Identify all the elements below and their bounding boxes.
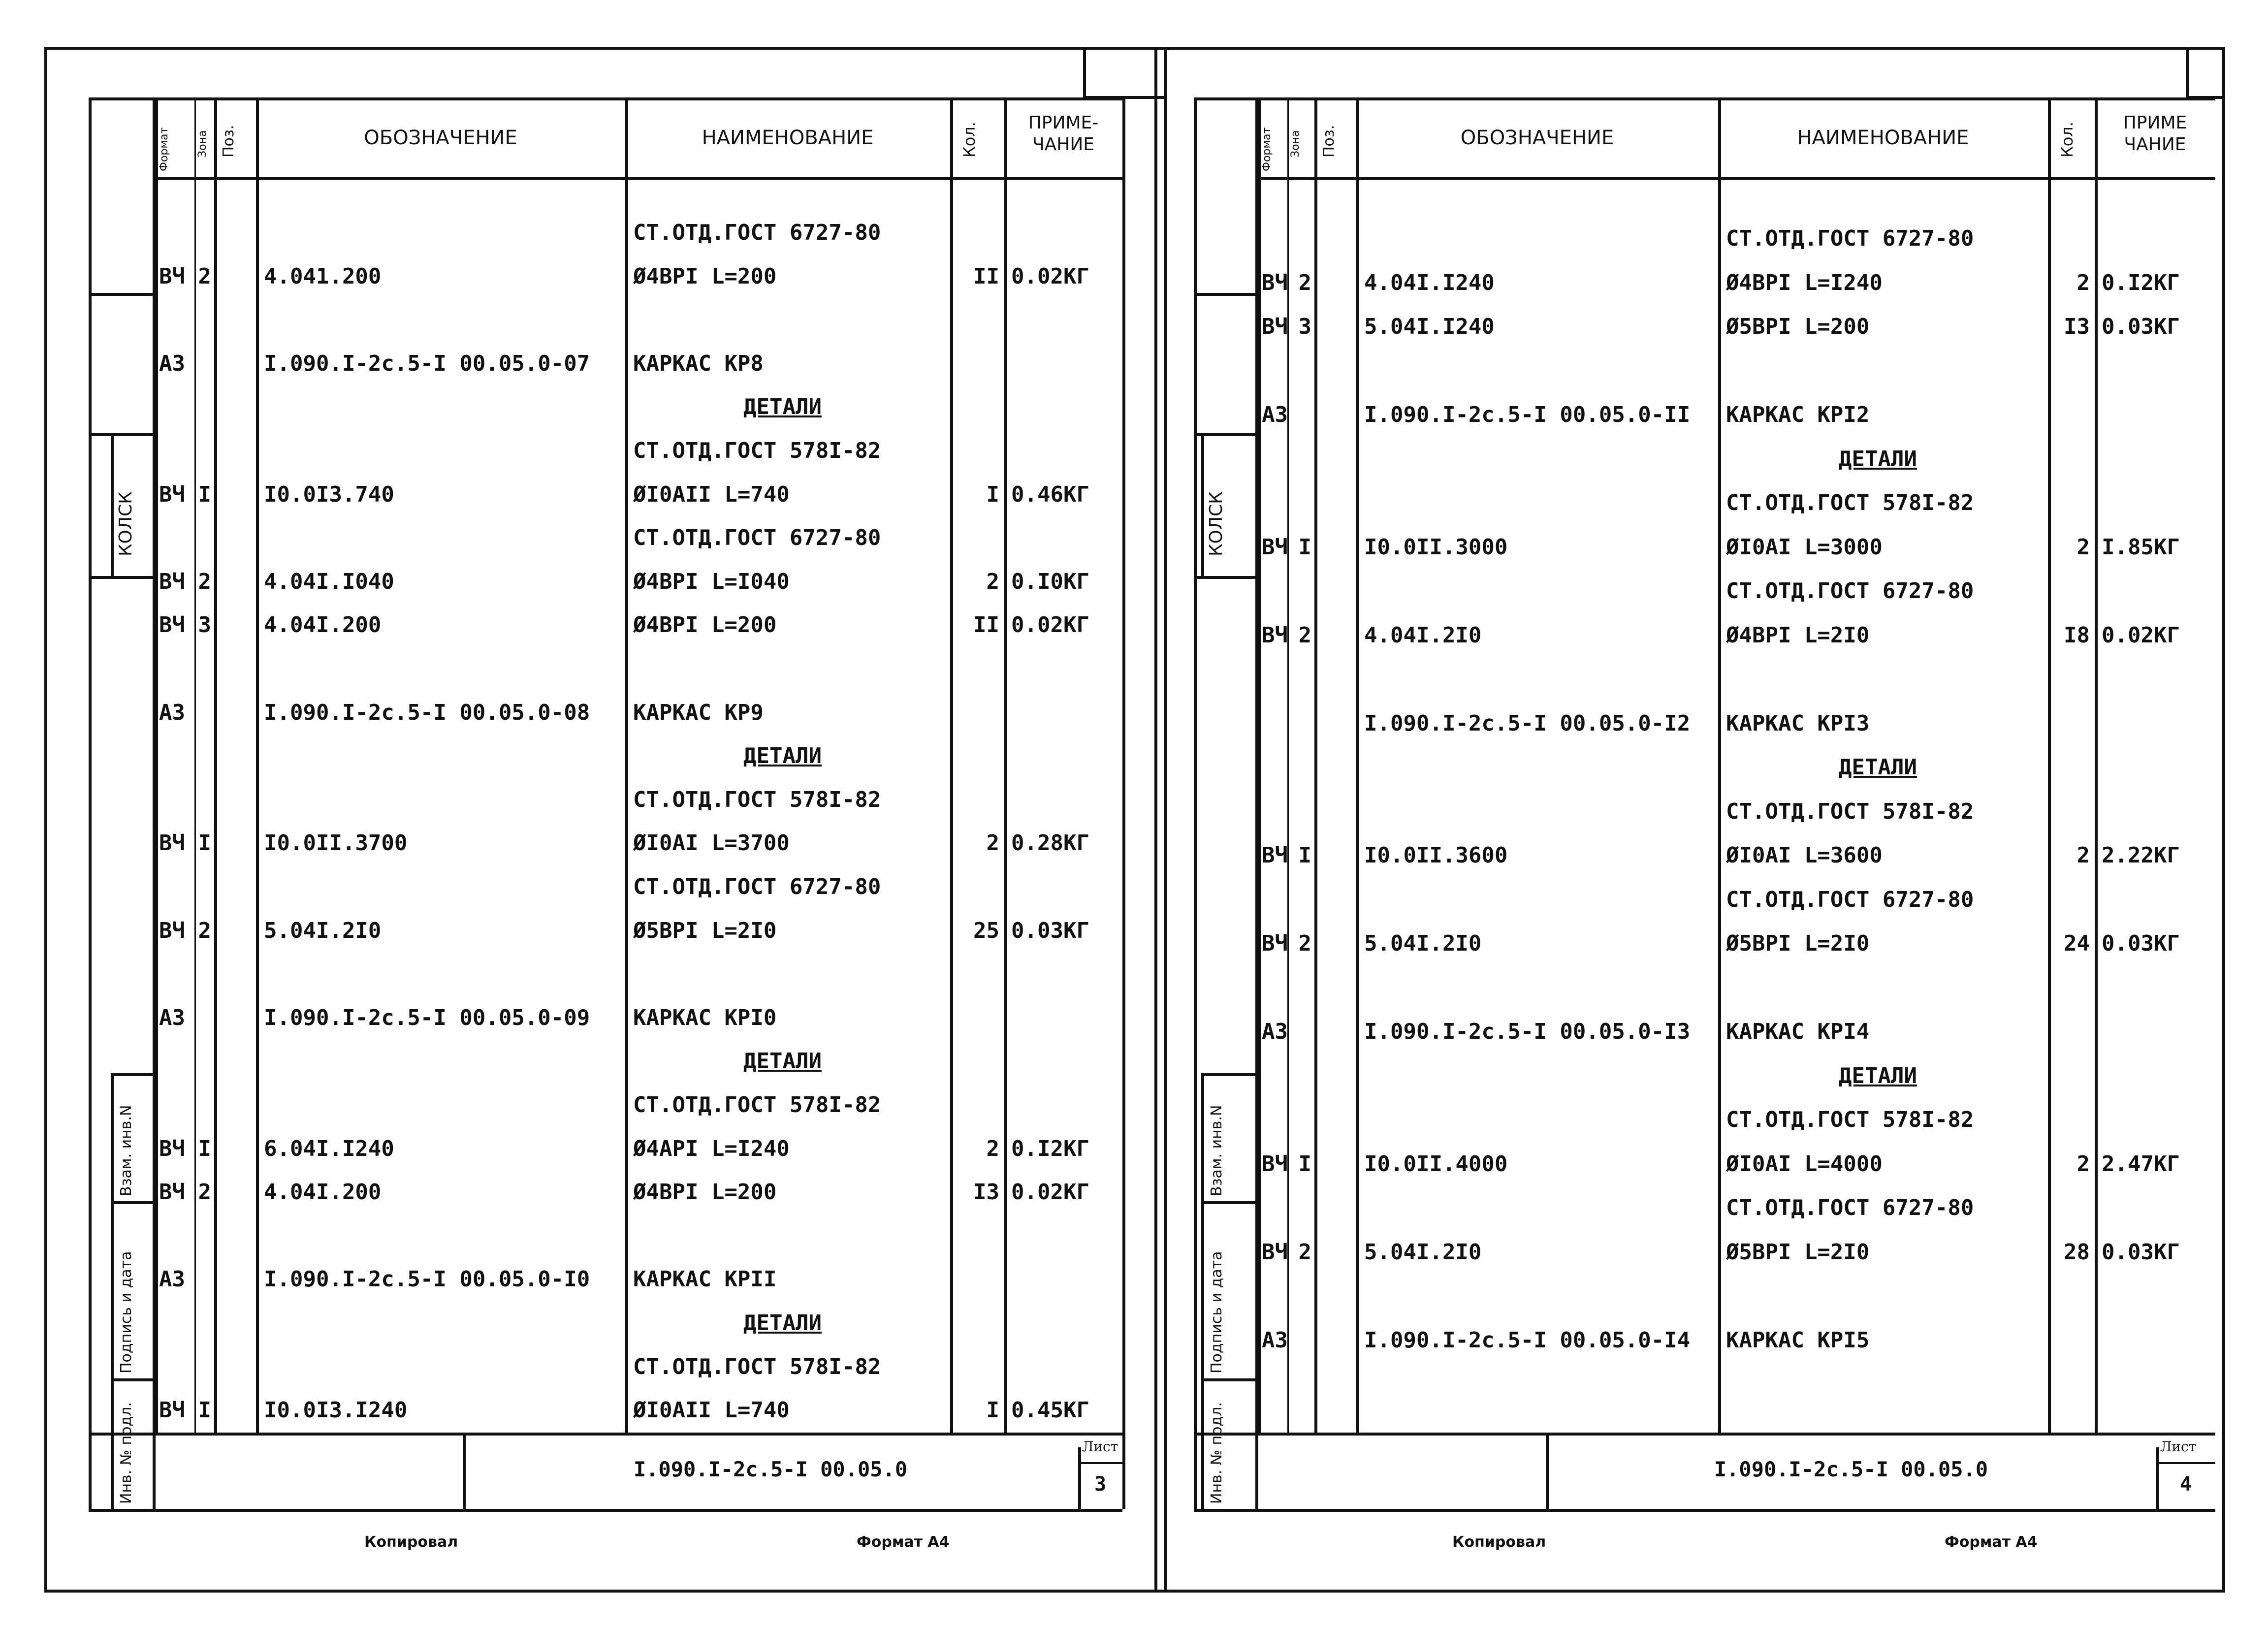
table-cell-name: СТ.ОТД.ГОСТ 6727-80 bbox=[633, 220, 881, 245]
table-cell-quantity: 2 bbox=[2076, 270, 2090, 295]
table-cell-designation: 4.04I.200 bbox=[264, 612, 382, 638]
podpis-label: Подпись и дата bbox=[1208, 1251, 1225, 1373]
table-cell-quantity: 2 bbox=[2076, 843, 2090, 868]
table-cell-designation: I0.0I3.740 bbox=[264, 481, 394, 507]
table-cell-note: 2.22КГ bbox=[2102, 843, 2180, 868]
table-cell-name: КАРКАС КР9 bbox=[633, 700, 764, 725]
table-cell-name: КАРКАС КРI2 bbox=[1726, 402, 1870, 427]
table-cell-position: I bbox=[1298, 843, 1311, 868]
table-cell-name: ØI0AI L=4000 bbox=[1726, 1151, 1883, 1177]
table-cell-format: А3 bbox=[1262, 1019, 1288, 1044]
side-box-border bbox=[1201, 433, 1204, 576]
table-bottom-border bbox=[1194, 1433, 2215, 1436]
header-bottom-border bbox=[155, 177, 1122, 180]
table-cell-note: 0.I2КГ bbox=[1011, 1136, 1089, 1161]
column-divider bbox=[194, 97, 196, 1433]
table-cell-quantity: I8 bbox=[2064, 622, 2090, 648]
designation-column-header: ОБОЗНАЧЕНИЕ bbox=[1460, 127, 1614, 149]
table-cell-format: ВЧ bbox=[1262, 622, 1288, 648]
table-cell-name: КАРКАС КРI5 bbox=[1726, 1327, 1870, 1353]
table-cell-name: КАРКАС КР8 bbox=[633, 351, 764, 376]
table-cell-position: 2 bbox=[1298, 1239, 1311, 1265]
table-cell-name: СТ.ОТД.ГОСТ 6727-80 bbox=[633, 525, 881, 551]
table-cell-format: ВЧ bbox=[159, 1180, 185, 1205]
table-cell-quantity: I bbox=[986, 481, 999, 507]
sheet-corner-tab bbox=[1083, 47, 1086, 96]
table-cell-format: А3 bbox=[159, 351, 185, 376]
table-cell-name: СТ.ОТД.ГОСТ 578I-82 bbox=[633, 438, 881, 463]
column-divider bbox=[1258, 97, 1261, 1433]
table-cell-quantity: 24 bbox=[2064, 931, 2090, 956]
sheet-label: Лист bbox=[1082, 1438, 1118, 1455]
table-cell-name: СТ.ОТД.ГОСТ 578I-82 bbox=[1726, 798, 1974, 824]
vzam-label: Взам. инв.N bbox=[1208, 1105, 1225, 1196]
table-cell-position: 2 bbox=[1298, 931, 1311, 956]
qty-column-header: Кол. bbox=[2058, 122, 2076, 158]
table-cell-position: I bbox=[198, 830, 211, 856]
table-top-border bbox=[1194, 97, 2215, 100]
table-cell-designation: 4.041.200 bbox=[264, 263, 382, 289]
copied-by-label: Копировал bbox=[364, 1533, 458, 1551]
table-cell-quantity: 28 bbox=[2064, 1239, 2090, 1265]
table-cell-designation: 5.04I.2I0 bbox=[1364, 1239, 1482, 1265]
side-strip-line bbox=[89, 97, 92, 1509]
table-cell-note: 0.46КГ bbox=[1011, 481, 1089, 507]
table-cell-position: I bbox=[198, 1136, 211, 1161]
table-cell-designation: I.090.I-2с.5-I 00.05.0-I0 bbox=[264, 1267, 590, 1292]
table-cell-quantity: 2 bbox=[2076, 534, 2090, 560]
side-box-border bbox=[111, 1073, 114, 1509]
table-cell-position: I bbox=[1298, 1151, 1311, 1177]
side-box-border bbox=[111, 433, 114, 576]
table-cell-name: СТ.ОТД.ГОСТ 6727-80 bbox=[1726, 578, 1974, 604]
table-cell-name: ДЕТАЛИ bbox=[1839, 1063, 1917, 1088]
table-cell-format: ВЧ bbox=[159, 612, 185, 638]
table-cell-name: ДЕТАЛИ bbox=[743, 1310, 822, 1336]
table-cell-name: СТ.ОТД.ГОСТ 578I-82 bbox=[1726, 490, 1974, 515]
table-cell-name: СТ.ОТД.ГОСТ 578I-82 bbox=[1726, 1107, 1974, 1132]
table-cell-format: ВЧ bbox=[159, 1136, 185, 1161]
podpis-label: Подпись и дата bbox=[118, 1251, 135, 1373]
table-cell-position: I bbox=[1298, 534, 1311, 560]
side-box-border bbox=[1201, 1201, 1255, 1204]
table-cell-designation: I.090.I-2с.5-I 00.05.0-09 bbox=[264, 1005, 590, 1030]
table-cell-designation: I.090.I-2с.5-I 00.05.0-II bbox=[1364, 402, 1691, 427]
table-cell-position: I bbox=[198, 481, 211, 507]
sheet-no-border bbox=[2156, 1462, 2215, 1464]
table-cell-designation: I0.0II.3600 bbox=[1364, 843, 1508, 868]
format-column-header: Формат bbox=[158, 127, 170, 171]
table-cell-quantity: II bbox=[973, 263, 999, 289]
column-divider bbox=[1718, 97, 1721, 1433]
table-cell-note: 0.I0КГ bbox=[1011, 569, 1089, 594]
side-box-border bbox=[89, 433, 155, 436]
sheet-label: Лист bbox=[2160, 1438, 2197, 1455]
stamp-bottom-border bbox=[89, 1509, 1122, 1512]
table-cell-name: КАРКАС КРI4 bbox=[1726, 1019, 1870, 1044]
column-divider bbox=[1287, 97, 1289, 1433]
table-cell-note: 0.02КГ bbox=[1011, 263, 1089, 289]
table-cell-note: 0.03КГ bbox=[1011, 918, 1089, 943]
table-cell-designation: 4.04I.I040 bbox=[264, 569, 394, 594]
designation-column-header: ОБОЗНАЧЕНИЕ bbox=[364, 127, 517, 149]
kolsk-label: КОЛСК bbox=[1206, 491, 1226, 556]
table-cell-format: ВЧ bbox=[1262, 314, 1288, 339]
table-cell-designation: 5.04I.2I0 bbox=[264, 918, 382, 943]
note-column-header: ПРИМЕ- ЧАНИЕ bbox=[1028, 113, 1099, 155]
format-column-header: Формат bbox=[1261, 127, 1273, 171]
table-cell-name: Ø4BPI L=I040 bbox=[633, 569, 790, 594]
table-cell-name: СТ.ОТД.ГОСТ 6727-80 bbox=[1726, 1195, 1974, 1220]
table-cell-designation: 4.04I.200 bbox=[264, 1180, 382, 1205]
qty-column-header: Кол. bbox=[960, 122, 979, 158]
table-cell-note: 2.47КГ bbox=[2102, 1151, 2180, 1177]
header-bottom-border bbox=[1258, 177, 2215, 180]
sheet-number: 3 bbox=[1094, 1473, 1107, 1496]
column-divider bbox=[950, 97, 953, 1433]
column-divider bbox=[2048, 97, 2051, 1433]
table-cell-quantity: I bbox=[986, 1398, 999, 1423]
table-cell-note: 0.45КГ bbox=[1011, 1398, 1089, 1423]
side-box-border bbox=[1201, 1378, 1255, 1381]
table-cell-designation: I.090.I-2с.5-I 00.05.0-08 bbox=[264, 700, 590, 725]
table-cell-format: ВЧ bbox=[1262, 534, 1288, 560]
table-cell-note: 0.02КГ bbox=[1011, 1180, 1089, 1205]
pos-column-header: Поз. bbox=[220, 125, 237, 158]
sheet-divider bbox=[1154, 47, 1157, 1593]
table-cell-quantity: II bbox=[973, 612, 999, 638]
table-cell-name: Ø4BPI L=200 bbox=[633, 612, 777, 638]
table-cell-name: ДЕТАЛИ bbox=[743, 1049, 822, 1074]
table-cell-name: ДЕТАЛИ bbox=[743, 394, 822, 420]
table-cell-designation: I0.0II.4000 bbox=[1364, 1151, 1508, 1177]
table-cell-quantity: 2 bbox=[986, 569, 999, 594]
column-divider bbox=[1356, 97, 1359, 1433]
side-box-border bbox=[111, 1201, 153, 1204]
table-cell-note: 0.03КГ bbox=[2102, 931, 2180, 956]
column-divider bbox=[1004, 97, 1007, 1433]
table-cell-quantity: 2 bbox=[986, 830, 999, 856]
table-cell-quantity: 2 bbox=[986, 1136, 999, 1161]
table-cell-name: Ø5BPI L=2I0 bbox=[1726, 1239, 1870, 1265]
column-divider bbox=[1314, 97, 1317, 1433]
table-cell-position: 3 bbox=[198, 612, 211, 638]
table-cell-note: 0.28КГ bbox=[1011, 830, 1089, 856]
stamp-document-code: I.090.I-2с.5-I 00.05.0 bbox=[633, 1457, 908, 1481]
sheet-corner-tab bbox=[1083, 96, 1167, 99]
table-cell-quantity: 25 bbox=[973, 918, 999, 943]
column-divider bbox=[625, 97, 628, 1433]
table-cell-note: 0.02КГ bbox=[1011, 612, 1089, 638]
table-cell-designation: 5.04I.2I0 bbox=[1364, 931, 1482, 956]
table-cell-position: 2 bbox=[1298, 622, 1311, 648]
table-cell-name: Ø4BPI L=200 bbox=[633, 1180, 777, 1205]
copied-by-label: Копировал bbox=[1452, 1533, 1546, 1551]
table-cell-format: А3 bbox=[1262, 1327, 1288, 1353]
table-cell-name: Ø4BPI L=I240 bbox=[1726, 270, 1883, 295]
table-cell-name: ØI0AI L=3700 bbox=[633, 830, 790, 856]
table-cell-name: СТ.ОТД.ГОСТ 578I-82 bbox=[633, 1092, 881, 1117]
table-cell-format: ВЧ bbox=[159, 830, 185, 856]
table-cell-name: ДЕТАЛИ bbox=[743, 743, 822, 769]
format-label: Формат А4 bbox=[1945, 1533, 2038, 1551]
side-box-border bbox=[89, 576, 155, 579]
table-cell-format: ВЧ bbox=[159, 263, 185, 289]
table-cell-name: Ø4BPI L=2I0 bbox=[1726, 622, 1870, 648]
column-divider bbox=[155, 97, 158, 1433]
table-cell-note: 0.03КГ bbox=[2102, 314, 2180, 339]
table-cell-note: 0.03КГ bbox=[2102, 1239, 2180, 1265]
table-cell-format: ВЧ bbox=[1262, 931, 1288, 956]
table-cell-designation: 6.04I.I240 bbox=[264, 1136, 394, 1161]
table-cell-position: 2 bbox=[1298, 270, 1311, 295]
table-cell-name: СТ.ОТД.ГОСТ 578I-82 bbox=[633, 787, 881, 812]
table-cell-designation: I.090.I-2с.5-I 00.05.0-07 bbox=[264, 351, 590, 376]
table-cell-name: КАРКАС КРI3 bbox=[1726, 710, 1870, 736]
sheet-corner-tab bbox=[2186, 96, 2225, 99]
table-cell-designation: I.090.I-2с.5-I 00.05.0-I2 bbox=[1364, 710, 1691, 736]
pos-column-header: Поз. bbox=[1320, 125, 1338, 158]
table-cell-format: ВЧ bbox=[1262, 843, 1288, 868]
table-cell-name: Ø5BPI L=2I0 bbox=[633, 918, 777, 943]
name-column-header: НАИМЕНОВАНИЕ bbox=[702, 127, 874, 149]
table-cell-name: КАРКАС КРII bbox=[633, 1267, 777, 1292]
table-cell-format: А3 bbox=[1262, 402, 1288, 427]
format-label: Формат А4 bbox=[857, 1533, 950, 1551]
table-cell-format: ВЧ bbox=[159, 481, 185, 507]
table-cell-name: Ø4API L=I240 bbox=[633, 1136, 790, 1161]
table-cell-name: СТ.ОТД.ГОСТ 6727-80 bbox=[1726, 226, 1974, 251]
table-cell-position: 3 bbox=[1298, 314, 1311, 339]
table-cell-format: А3 bbox=[159, 1005, 185, 1030]
table-cell-name: Ø5BPI L=200 bbox=[1726, 314, 1870, 339]
inv-label: Инв. № подл. bbox=[1208, 1402, 1225, 1504]
table-cell-name: ØI0AII L=740 bbox=[633, 1398, 790, 1423]
kolsk-label: КОЛСК bbox=[116, 491, 136, 556]
table-cell-quantity: I3 bbox=[2064, 314, 2090, 339]
table-cell-designation: I0.0II.3000 bbox=[1364, 534, 1508, 560]
name-column-header: НАИМЕНОВАНИЕ bbox=[1797, 127, 1969, 149]
table-cell-name: ДЕТАЛИ bbox=[1839, 446, 1917, 472]
sheet-corner-tab bbox=[2186, 47, 2189, 96]
table-cell-note: 0.02КГ bbox=[2102, 622, 2180, 648]
table-cell-name: СТ.ОТД.ГОСТ 6727-80 bbox=[1726, 887, 1974, 912]
side-box-border bbox=[1194, 576, 1258, 579]
table-cell-quantity: 2 bbox=[2076, 1151, 2090, 1177]
table-cell-name: ØI0AII L=740 bbox=[633, 481, 790, 507]
table-cell-name: СТ.ОТД.ГОСТ 578I-82 bbox=[633, 1354, 881, 1379]
table-top-border bbox=[89, 97, 1122, 100]
table-cell-position: 2 bbox=[198, 263, 211, 289]
stamp-bottom-border bbox=[1194, 1509, 2215, 1512]
table-cell-format: ВЧ bbox=[1262, 270, 1288, 295]
side-box-border bbox=[1201, 1073, 1255, 1076]
table-cell-format: ВЧ bbox=[159, 569, 185, 594]
table-cell-format: ВЧ bbox=[1262, 1239, 1288, 1265]
column-divider bbox=[256, 97, 259, 1433]
table-cell-position: I bbox=[198, 1398, 211, 1423]
table-cell-name: Ø4BPI L=200 bbox=[633, 263, 777, 289]
side-box-border bbox=[89, 293, 155, 296]
vzam-label: Взам. инв.N bbox=[118, 1105, 135, 1196]
table-cell-designation: I.090.I-2с.5-I 00.05.0-I4 bbox=[1364, 1327, 1691, 1353]
table-cell-position: 2 bbox=[198, 1180, 211, 1205]
table-cell-designation: 5.04I.I240 bbox=[1364, 314, 1495, 339]
table-cell-designation: I0.0II.3700 bbox=[264, 830, 408, 856]
side-box-border bbox=[111, 1378, 153, 1381]
table-cell-note: 0.I2КГ bbox=[2102, 270, 2180, 295]
table-cell-name: СТ.ОТД.ГОСТ 6727-80 bbox=[633, 874, 881, 899]
side-box-border bbox=[1201, 1073, 1204, 1509]
table-cell-position: 2 bbox=[198, 918, 211, 943]
table-right-border bbox=[1122, 97, 1125, 1509]
table-cell-name: ДЕТАЛИ bbox=[1839, 755, 1917, 780]
table-cell-name: КАРКАС КРI0 bbox=[633, 1005, 777, 1030]
stamp-document-code: I.090.I-2с.5-I 00.05.0 bbox=[1714, 1457, 1988, 1481]
zone-column-header: Зона bbox=[1289, 130, 1302, 158]
table-cell-name: ØI0AI L=3000 bbox=[1726, 534, 1883, 560]
inv-label: Инв. № подл. bbox=[118, 1402, 135, 1504]
zone-column-header: Зона bbox=[196, 130, 209, 158]
sheet-no-border bbox=[1078, 1462, 1122, 1464]
column-divider bbox=[214, 97, 217, 1433]
table-cell-name: Ø5BPI L=2I0 bbox=[1726, 931, 1870, 956]
table-cell-designation: I.090.I-2с.5-I 00.05.0-I3 bbox=[1364, 1019, 1691, 1044]
table-cell-designation: 4.04I.2I0 bbox=[1364, 622, 1482, 648]
table-cell-name: ØI0AI L=3600 bbox=[1726, 843, 1883, 868]
sheet-number: 4 bbox=[2179, 1473, 2192, 1496]
table-cell-designation: I0.0I3.I240 bbox=[264, 1398, 408, 1423]
side-box-border bbox=[1194, 293, 1258, 296]
table-bottom-border bbox=[89, 1433, 1122, 1436]
table-cell-designation: 4.04I.I240 bbox=[1364, 270, 1495, 295]
note-column-header: ПРИМЕ ЧАНИЕ bbox=[2123, 113, 2187, 155]
table-cell-format: ВЧ bbox=[1262, 1151, 1288, 1177]
table-cell-quantity: I3 bbox=[973, 1180, 999, 1205]
table-cell-format: А3 bbox=[159, 700, 185, 725]
table-cell-note: I.85КГ bbox=[2102, 534, 2180, 560]
side-strip-line bbox=[1194, 97, 1197, 1509]
table-cell-format: ВЧ bbox=[159, 918, 185, 943]
table-cell-format: ВЧ bbox=[159, 1398, 185, 1423]
table-cell-format: А3 bbox=[159, 1267, 185, 1292]
table-cell-position: 2 bbox=[198, 569, 211, 594]
side-box-border bbox=[111, 1073, 153, 1076]
column-divider bbox=[2095, 97, 2098, 1433]
